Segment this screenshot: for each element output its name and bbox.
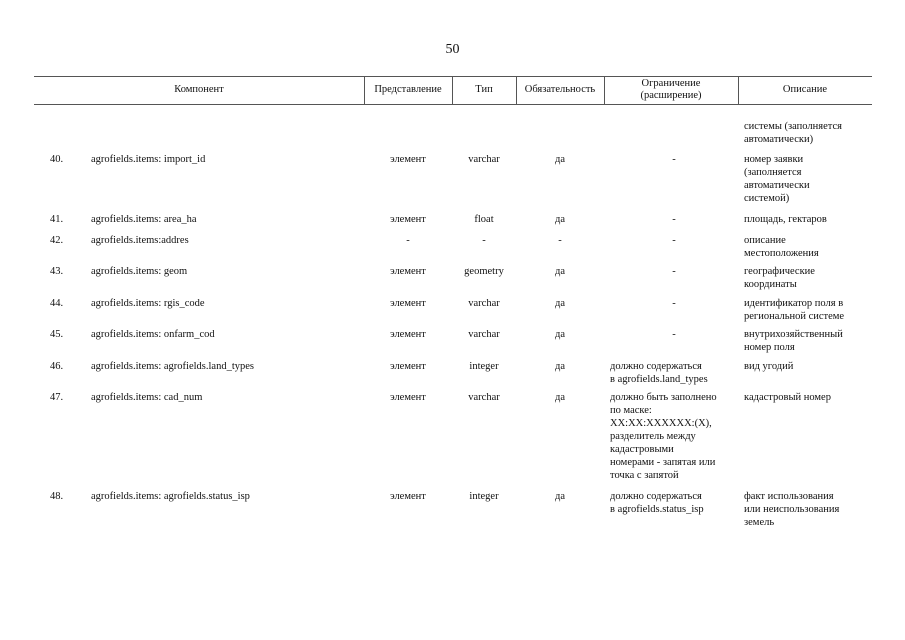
row-description-line: внутрихозяйственный bbox=[744, 329, 843, 340]
row-number: 44. bbox=[50, 298, 64, 309]
row-number: 42. bbox=[50, 235, 64, 246]
row-number: 41. bbox=[50, 214, 64, 225]
row-constraint-line: должно быть заполнено bbox=[610, 392, 717, 403]
header-constraint-line2: (расширение) bbox=[640, 90, 702, 101]
row-component: agrofields.items: rgis_code bbox=[91, 298, 205, 309]
row-description bbox=[744, 391, 866, 404]
table-header-bottom-rule bbox=[34, 104, 872, 105]
row-representation: элемент bbox=[390, 361, 426, 372]
row-description-line: или неиспользования bbox=[744, 504, 840, 515]
header-required: Обязательность bbox=[524, 84, 596, 95]
row-constraint-line: - bbox=[672, 266, 676, 277]
row-component: agrofields.items: geom bbox=[91, 266, 188, 277]
row-description-line: (заполняется bbox=[744, 167, 802, 178]
row-constraint-line: - bbox=[672, 329, 676, 340]
row-description bbox=[744, 297, 866, 323]
row-description-line: кадастровый номер bbox=[744, 392, 831, 403]
row-constraint-line: номерами - запятая или bbox=[610, 457, 716, 468]
row-description-line: местоположения bbox=[744, 248, 819, 259]
row-representation: элемент bbox=[390, 154, 426, 165]
row-constraint bbox=[610, 360, 738, 386]
row-component: agrofields.items: onfarm_cod bbox=[91, 329, 215, 340]
row-constraint-line: должно содержаться bbox=[610, 361, 702, 372]
row-type: float bbox=[474, 214, 494, 225]
row-description-line: региональной системе bbox=[744, 311, 845, 322]
row-required: да bbox=[554, 298, 565, 309]
row-component: agrofields.items:addres bbox=[91, 235, 189, 246]
row-description-line: идентификатор поля в bbox=[744, 298, 844, 309]
row-representation: элемент bbox=[390, 392, 426, 403]
continuation-description-line: системы (заполняется bbox=[744, 121, 842, 132]
row-number: 47. bbox=[50, 392, 64, 403]
row-representation: элемент bbox=[390, 298, 426, 309]
row-component: agrofields.items: agrofields.land_types bbox=[91, 361, 255, 372]
row-required: да bbox=[554, 392, 565, 403]
row-constraint-line: - bbox=[672, 298, 676, 309]
row-constraint bbox=[610, 234, 738, 247]
row-description-line: номер заявки bbox=[744, 154, 804, 165]
row-constraint bbox=[610, 490, 738, 516]
row-type: - bbox=[482, 235, 486, 246]
row-type: geometry bbox=[464, 266, 504, 277]
row-constraint-line: кадастровыми bbox=[610, 444, 674, 455]
row-description-line: географические bbox=[744, 266, 815, 277]
row-required: да bbox=[554, 491, 565, 502]
header-representation: Представление bbox=[374, 84, 442, 95]
row-description-line: описание bbox=[744, 235, 786, 246]
row-description-line: факт использования bbox=[744, 491, 834, 502]
row-description bbox=[744, 153, 866, 205]
row-required: да bbox=[554, 214, 565, 225]
row-required: - bbox=[558, 235, 562, 246]
row-representation: элемент bbox=[390, 491, 426, 502]
row-description bbox=[744, 490, 866, 529]
header-constraint bbox=[604, 76, 738, 104]
header-component: Компонент bbox=[174, 84, 224, 95]
row-constraint-line: должно содержаться bbox=[610, 491, 702, 502]
row-number: 43. bbox=[50, 266, 64, 277]
row-number: 40. bbox=[50, 154, 64, 165]
row-description bbox=[744, 234, 866, 260]
row-description-line: автоматически bbox=[744, 180, 810, 191]
row-constraint bbox=[610, 328, 738, 341]
row-type: varchar bbox=[468, 298, 500, 309]
row-constraint bbox=[610, 213, 738, 226]
row-description bbox=[744, 265, 866, 291]
row-number: 48. bbox=[50, 491, 64, 502]
row-description bbox=[744, 328, 866, 354]
header-type: Тип bbox=[475, 84, 493, 95]
continuation-description-line: автоматически) bbox=[744, 134, 814, 145]
row-constraint-line: XX:XX:XXXXXX:(X), bbox=[610, 418, 712, 429]
row-type: integer bbox=[469, 491, 499, 502]
row-description bbox=[744, 213, 866, 226]
row-required: да bbox=[554, 154, 565, 165]
row-constraint-line: - bbox=[672, 235, 676, 246]
row-required: да bbox=[554, 266, 565, 277]
row-constraint bbox=[610, 153, 738, 166]
row-constraint-line: по маске: bbox=[610, 405, 652, 416]
row-constraint-line: разделитель между bbox=[610, 431, 696, 442]
row-type: varchar bbox=[468, 154, 500, 165]
header-constraint-line1: Ограничение bbox=[641, 78, 701, 89]
row-required: да bbox=[554, 361, 565, 372]
continuation-description bbox=[744, 120, 866, 146]
row-constraint bbox=[610, 265, 738, 278]
row-description-line: координаты bbox=[744, 279, 797, 290]
row-representation: элемент bbox=[390, 329, 426, 340]
row-type: varchar bbox=[468, 392, 500, 403]
row-number: 45. bbox=[50, 329, 64, 340]
row-type: integer bbox=[469, 361, 499, 372]
row-component: agrofields.items: area_ha bbox=[91, 214, 197, 225]
header-description: Описание bbox=[782, 84, 828, 95]
row-description-line: площадь, гектаров bbox=[744, 214, 827, 225]
row-description-line: номер поля bbox=[744, 342, 795, 353]
row-constraint-line: - bbox=[672, 214, 676, 225]
row-constraint-line: в agrofields.status_isp bbox=[610, 504, 704, 515]
page-number: 50 bbox=[445, 42, 460, 57]
row-representation: - bbox=[406, 235, 410, 246]
row-constraint bbox=[610, 391, 738, 482]
row-description-line: земель bbox=[744, 517, 775, 528]
row-number: 46. bbox=[50, 361, 64, 372]
row-representation: элемент bbox=[390, 214, 426, 225]
row-representation: элемент bbox=[390, 266, 426, 277]
row-constraint-line: точка с запятой bbox=[610, 470, 679, 481]
row-description-line: системой) bbox=[744, 193, 790, 204]
row-constraint bbox=[610, 297, 738, 310]
row-description bbox=[744, 360, 866, 373]
row-required: да bbox=[554, 329, 565, 340]
row-constraint-line: в agrofields.land_types bbox=[610, 374, 708, 385]
row-component: agrofields.items: cad_num bbox=[91, 392, 203, 403]
row-component: agrofields.items: import_id bbox=[91, 154, 206, 165]
row-component: agrofields.items: agrofields.status_isp bbox=[91, 491, 250, 502]
row-constraint-line: - bbox=[672, 154, 676, 165]
row-type: varchar bbox=[468, 329, 500, 340]
row-description-line: вид угодий bbox=[744, 361, 794, 372]
